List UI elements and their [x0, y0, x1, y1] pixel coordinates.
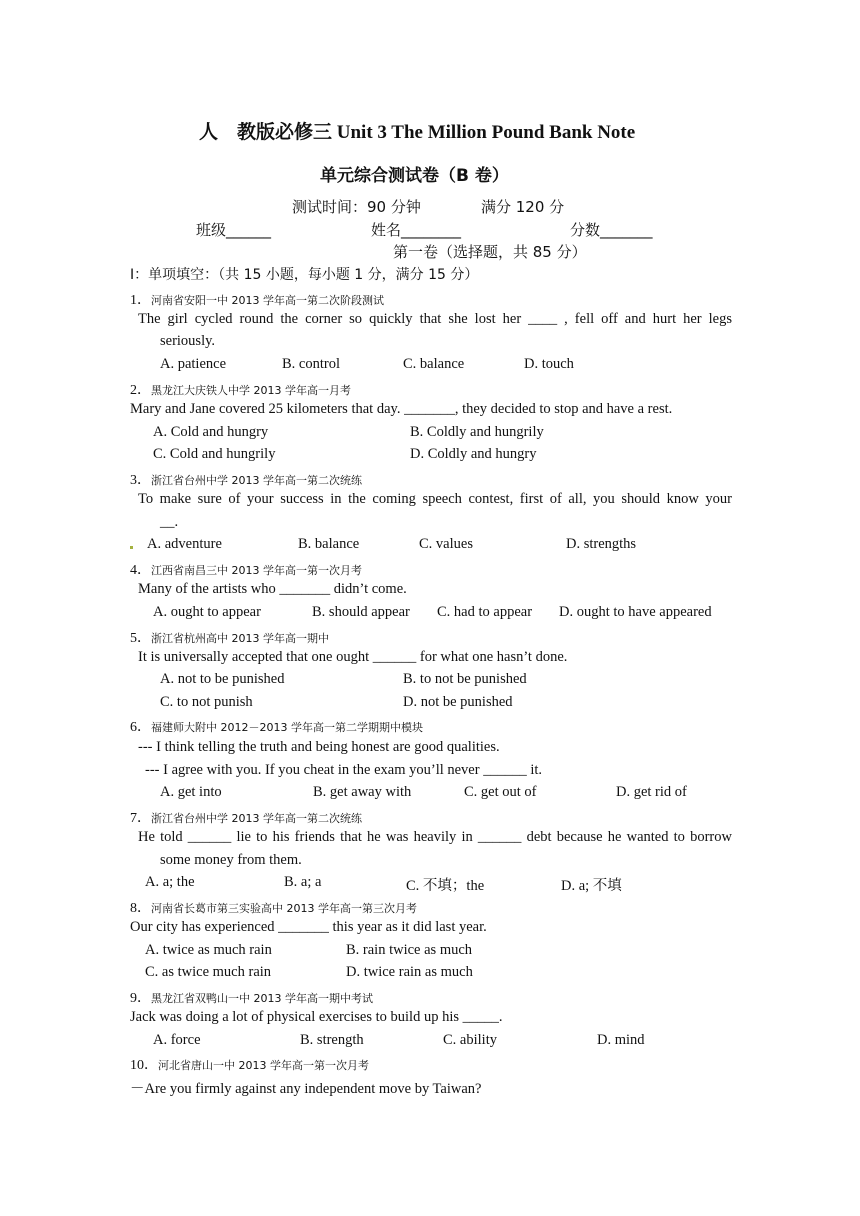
question-header [130, 627, 329, 647]
option-d: D. strengths [566, 536, 637, 552]
option-a: A. force [153, 1032, 201, 1048]
option-d: D. Coldly and hungry [410, 446, 537, 462]
score-field: 分数_______ [570, 221, 653, 239]
option-b: B. balance [298, 536, 360, 552]
option-b: B. to not be punished [403, 671, 527, 687]
question-header [130, 289, 384, 309]
option-c: C. as twice much rain [145, 964, 272, 980]
question-number: 5． [130, 631, 151, 646]
option-d: D. twice rain as much [346, 964, 473, 980]
question-source: 江西省南昌三中 2013 学年高一第一次月考 [151, 564, 362, 577]
question-header [130, 559, 362, 579]
question-number: 6． [130, 720, 151, 735]
option-b: B. strength [300, 1032, 364, 1048]
question-source: 河南省长葛市第三实验高中 2013 学年高一第三次月考 [151, 902, 417, 915]
question-text: Many of the artists who _______ didn’t come. [138, 581, 407, 597]
question-number: 4． [130, 563, 151, 578]
question-source: 河南省安阳一中 2013 学年高一第二次阶段测试 [151, 294, 384, 307]
option-d: D. not be punished [403, 694, 513, 710]
question-source: 浙江省台州中学 2013 学年高一第二次统练 [151, 474, 362, 487]
question-text: －Are you firmly against any independent move by Taiwan? [130, 1081, 482, 1097]
option-a: A. ought to appear [153, 604, 261, 620]
option-d: D. get rid of [616, 784, 687, 800]
option-c: C. values [419, 536, 473, 552]
option-a: A. patience [160, 356, 227, 372]
question-header [130, 469, 362, 489]
document-subtitle: 单元综合测试卷（B 卷） [320, 166, 509, 186]
question-header [130, 897, 417, 917]
option-c: C. balance [403, 356, 465, 372]
option-d: D. touch [524, 356, 574, 372]
option-a: A. get into [160, 784, 222, 800]
question-text-cont: seriously. [160, 333, 216, 349]
option-c: C. to not punish [160, 694, 253, 710]
question-header [130, 987, 373, 1007]
question-number: 3． [130, 473, 151, 488]
question-source: 福建师大附中 2012－2013 学年高一第二学期期中模块 [151, 721, 423, 734]
question-text: To make sure of your success in the coming speech contest, first of all, you should know your [138, 491, 732, 507]
question-number: 7． [130, 811, 151, 826]
question-text: Our city has experienced _______ this year as it did last year. [130, 919, 487, 935]
stray-mark [130, 546, 133, 549]
option-a: A. not to be punished [160, 671, 285, 687]
option-d: D. a; 不填 [561, 878, 622, 894]
option-c: C. get out of [464, 784, 537, 800]
option-c: C. had to appear [437, 604, 533, 620]
question-source: 黑龙江省双鸭山一中 2013 学年高一期中考试 [151, 992, 373, 1005]
question-header [130, 1054, 369, 1074]
question-text-cont: __. [160, 514, 179, 530]
option-b: B. should appear [312, 604, 410, 620]
question-number: 2． [130, 383, 151, 398]
question-source: 浙江省杭州高中 2013 学年高一期中 [151, 632, 329, 645]
question-number: 1． [130, 293, 151, 308]
question-source: 浙江省台州中学 2013 学年高一第二次统练 [151, 812, 362, 825]
option-d: D. mind [597, 1032, 645, 1048]
option-a: A. adventure [147, 536, 222, 552]
question-number: 9． [130, 991, 151, 1006]
question-text: --- I think telling the truth and being honest are good qualities. [138, 739, 500, 755]
question-number: 10． [130, 1058, 158, 1073]
option-d: D. ought to have appeared [559, 604, 712, 620]
question-text-cont: some money from them. [160, 852, 302, 868]
question-text: It is universally accepted that one ought ______ for what one hasn’t done. [138, 649, 568, 665]
question-number: 8． [130, 901, 151, 916]
option-b: B. get away with [313, 784, 412, 800]
question-source: 黑龙江大庆铁人中学 2013 学年高一月考 [151, 384, 351, 397]
option-a: A. a; the [145, 874, 195, 890]
class-field: 班级______ [196, 221, 272, 239]
name-field: 姓名________ [371, 221, 462, 239]
question-text: The girl cycled round the corner so quickly that she lost her ____ , fell off and hurt her legs [138, 311, 732, 327]
question-text-cont: --- I agree with you. If you cheat in the exam you’ll never ______ it. [145, 762, 543, 778]
test-time: 测试时间：90 分钟 [292, 198, 421, 216]
option-b: B. control [282, 356, 340, 372]
question-header [130, 379, 351, 399]
full-score: 满分 120 分 [481, 198, 565, 216]
question-text: Jack was doing a lot of physical exercises to build up his _____. [130, 1009, 503, 1025]
option-b: B. a; a [284, 874, 322, 890]
question-text: He told ______ lie to his friends that he was heavily in ______ debt because he wanted to borrow [138, 829, 732, 845]
option-b: B. rain twice as much [346, 942, 473, 958]
option-a: A. twice as much rain [145, 942, 272, 958]
question-header [130, 807, 362, 827]
section-heading: I：单项填空：（共 15 小题，每小题 1 分，满分 15 分） [130, 267, 479, 283]
option-c: C. 不填；the [406, 878, 485, 894]
option-a: A. Cold and hungry [153, 424, 269, 440]
option-b: B. Coldly and hungrily [410, 424, 544, 440]
document-title: 人 教版必修三 Unit 3 The Million Pound Bank Note [199, 122, 636, 143]
option-c: C. ability [443, 1032, 497, 1048]
question-text: Mary and Jane covered 25 kilometers that day. _______, they decided to stop and have a rest. [130, 401, 673, 417]
question-header [130, 716, 423, 736]
part-heading: 第一卷（选择题，共 85 分） [393, 243, 587, 261]
question-source: 河北省唐山一中 2013 学年高一第一次月考 [158, 1059, 369, 1072]
option-c: C. Cold and hungrily [153, 446, 276, 462]
